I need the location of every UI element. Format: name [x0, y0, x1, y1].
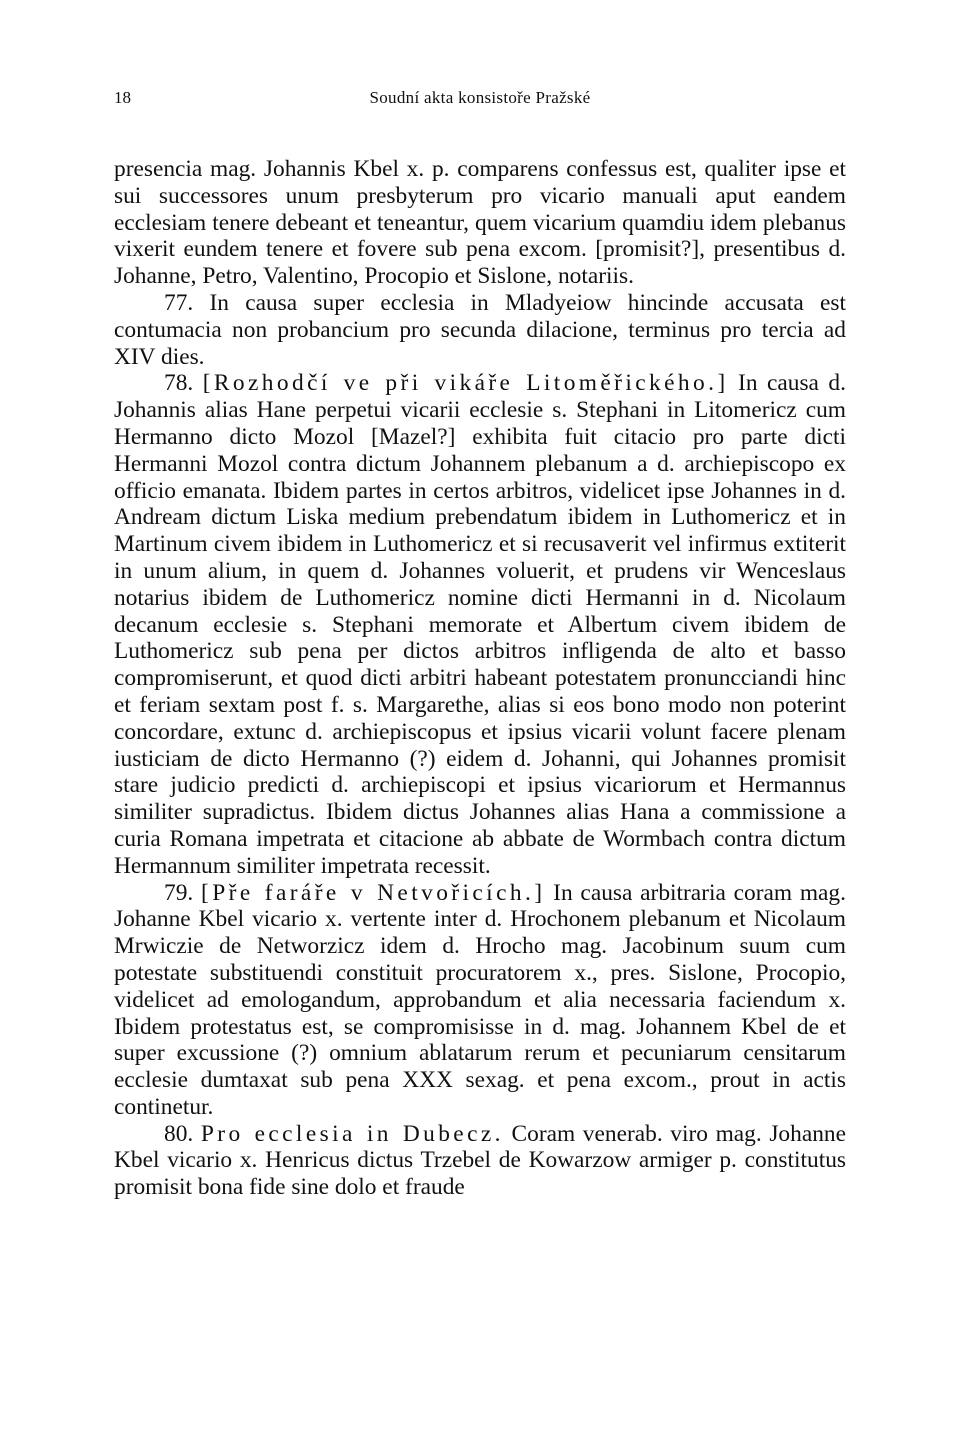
entry-text: In causa d. Johannis alias Hane perpetui vicarii ecclesie s. Stephani in Litomericz cum Hermanno dicto Mozol [Mazel?] exhibita fuit citacio pro parte dicti Hermanni Mozol contra dictum Johannem plebanum a d. archiepiscopo ex officio emanata. Ibidem partes in certos arbitros, videlicet ipse Johannes in d. Andream dictum Liska medium prebendatum ibidem in Luthomericz et in Martinum civem ibidem in Luthomericz et si recusaverit vel infirmus extiterit in unum alium, in quem d. Johannes voluerit, et prudens vir Wenceslaus notarius ibidem de Luthomericz nomine dicti Hermanni in d. Nicolaum decanum ecclesie s. Stephani memorate et Albertum civem ibidem de Luthomericz sub pena per dictos arbitros infligenda de alto et basso compromiserunt, et quod dicti arbitri habeant potestatem pronuncciandi hinc et feriam sextam post f. s. Margarethe, alias si eos bono modo non poterint concordare, extunc d. archiepiscopus et ipsius vicarii volunt facere plenam iusticiam de dicto Hermanno (?) eidem d. Johanni, qui Johannes promisit stare judicio predicti d. archiepiscopi et ipsius vicariorum et Hermannus similiter supradictus. Ibidem dictus Johannes alias Hana a commissione a curia Romana impetrata et citacione ab abbate de Wormbach contra dictum Hermannum similiter impetrata recessit.	[114, 370, 846, 879]
entry-heading: Pro ecclesia in Dubecz.	[200, 1120, 504, 1147]
entry-80	[114, 1121, 846, 1201]
entry-79	[114, 880, 846, 1121]
body-text	[114, 156, 846, 1201]
entry-text: In causa super ecclesia in Mladyeiow hincinde accusata est contumacia non probancium pro secunda dilacione, terminus pro tercia ad XIV dies.	[114, 289, 846, 370]
entry-number: 80.	[164, 1120, 194, 1147]
paragraph-continuation	[114, 156, 846, 290]
entry-number: 78.	[164, 370, 194, 397]
document-page	[114, 88, 846, 1201]
entry-text: In causa arbitraria coram mag. Johanne Kbel vicario x. vertente inter d. Hrochonem plebanum et Nicolaum Mrwiczie de Networzicz idem d. Hrocho mag. Jacobinum suum cum potestate substituendi constituit procuratorem x., pres. Sislone, Procopio, videlicet ad emologandum, approbandum et alia necessaria faciendum x. Ibidem protestatus est, se compromisisse in d. mag. Johannem Kbel de et super excussione (?) omnium ablatarum rerum et pecuniarum censitarum ecclesie dumtaxat sub pena XXX sexag. et pena excom., prout in actis continetur.	[114, 879, 846, 1120]
page-number: 18	[114, 88, 131, 107]
page-header	[114, 88, 846, 118]
entry-heading: [Pře faráře v Netvořicích.]	[201, 879, 546, 906]
entry-number: 79.	[164, 879, 194, 906]
entry-number: 77.	[164, 289, 194, 316]
entry-heading: [Rozhodčí ve při vikáře Litoměřického.]	[202, 370, 729, 397]
paragraph-text: presencia mag. Johannis Kbel x. p. comparens confessus est, qualiter ipse et sui successores unum presbyterum pro vicario manuali aput eandem ecclesiam tenere debeant et teneantur, quem vicarium quamdiu idem plebanus vixerit eundem tenere et fovere sub pena excom. [promisit?], presentibus d. Johanne, Petro, Valentino, Procopio et Sislone, notariis.	[114, 156, 846, 290]
running-title: Soudní akta konsistoře Pražské	[369, 88, 591, 107]
entry-text: Coram venerab. viro mag. Johanne Kbel vicario x. Henricus dictus Trzebel de Kowarzow armiger p. constitutus promisit bona fide sine dolo et fraude	[114, 1120, 846, 1201]
entry-78	[114, 370, 846, 879]
entry-77	[114, 290, 846, 370]
